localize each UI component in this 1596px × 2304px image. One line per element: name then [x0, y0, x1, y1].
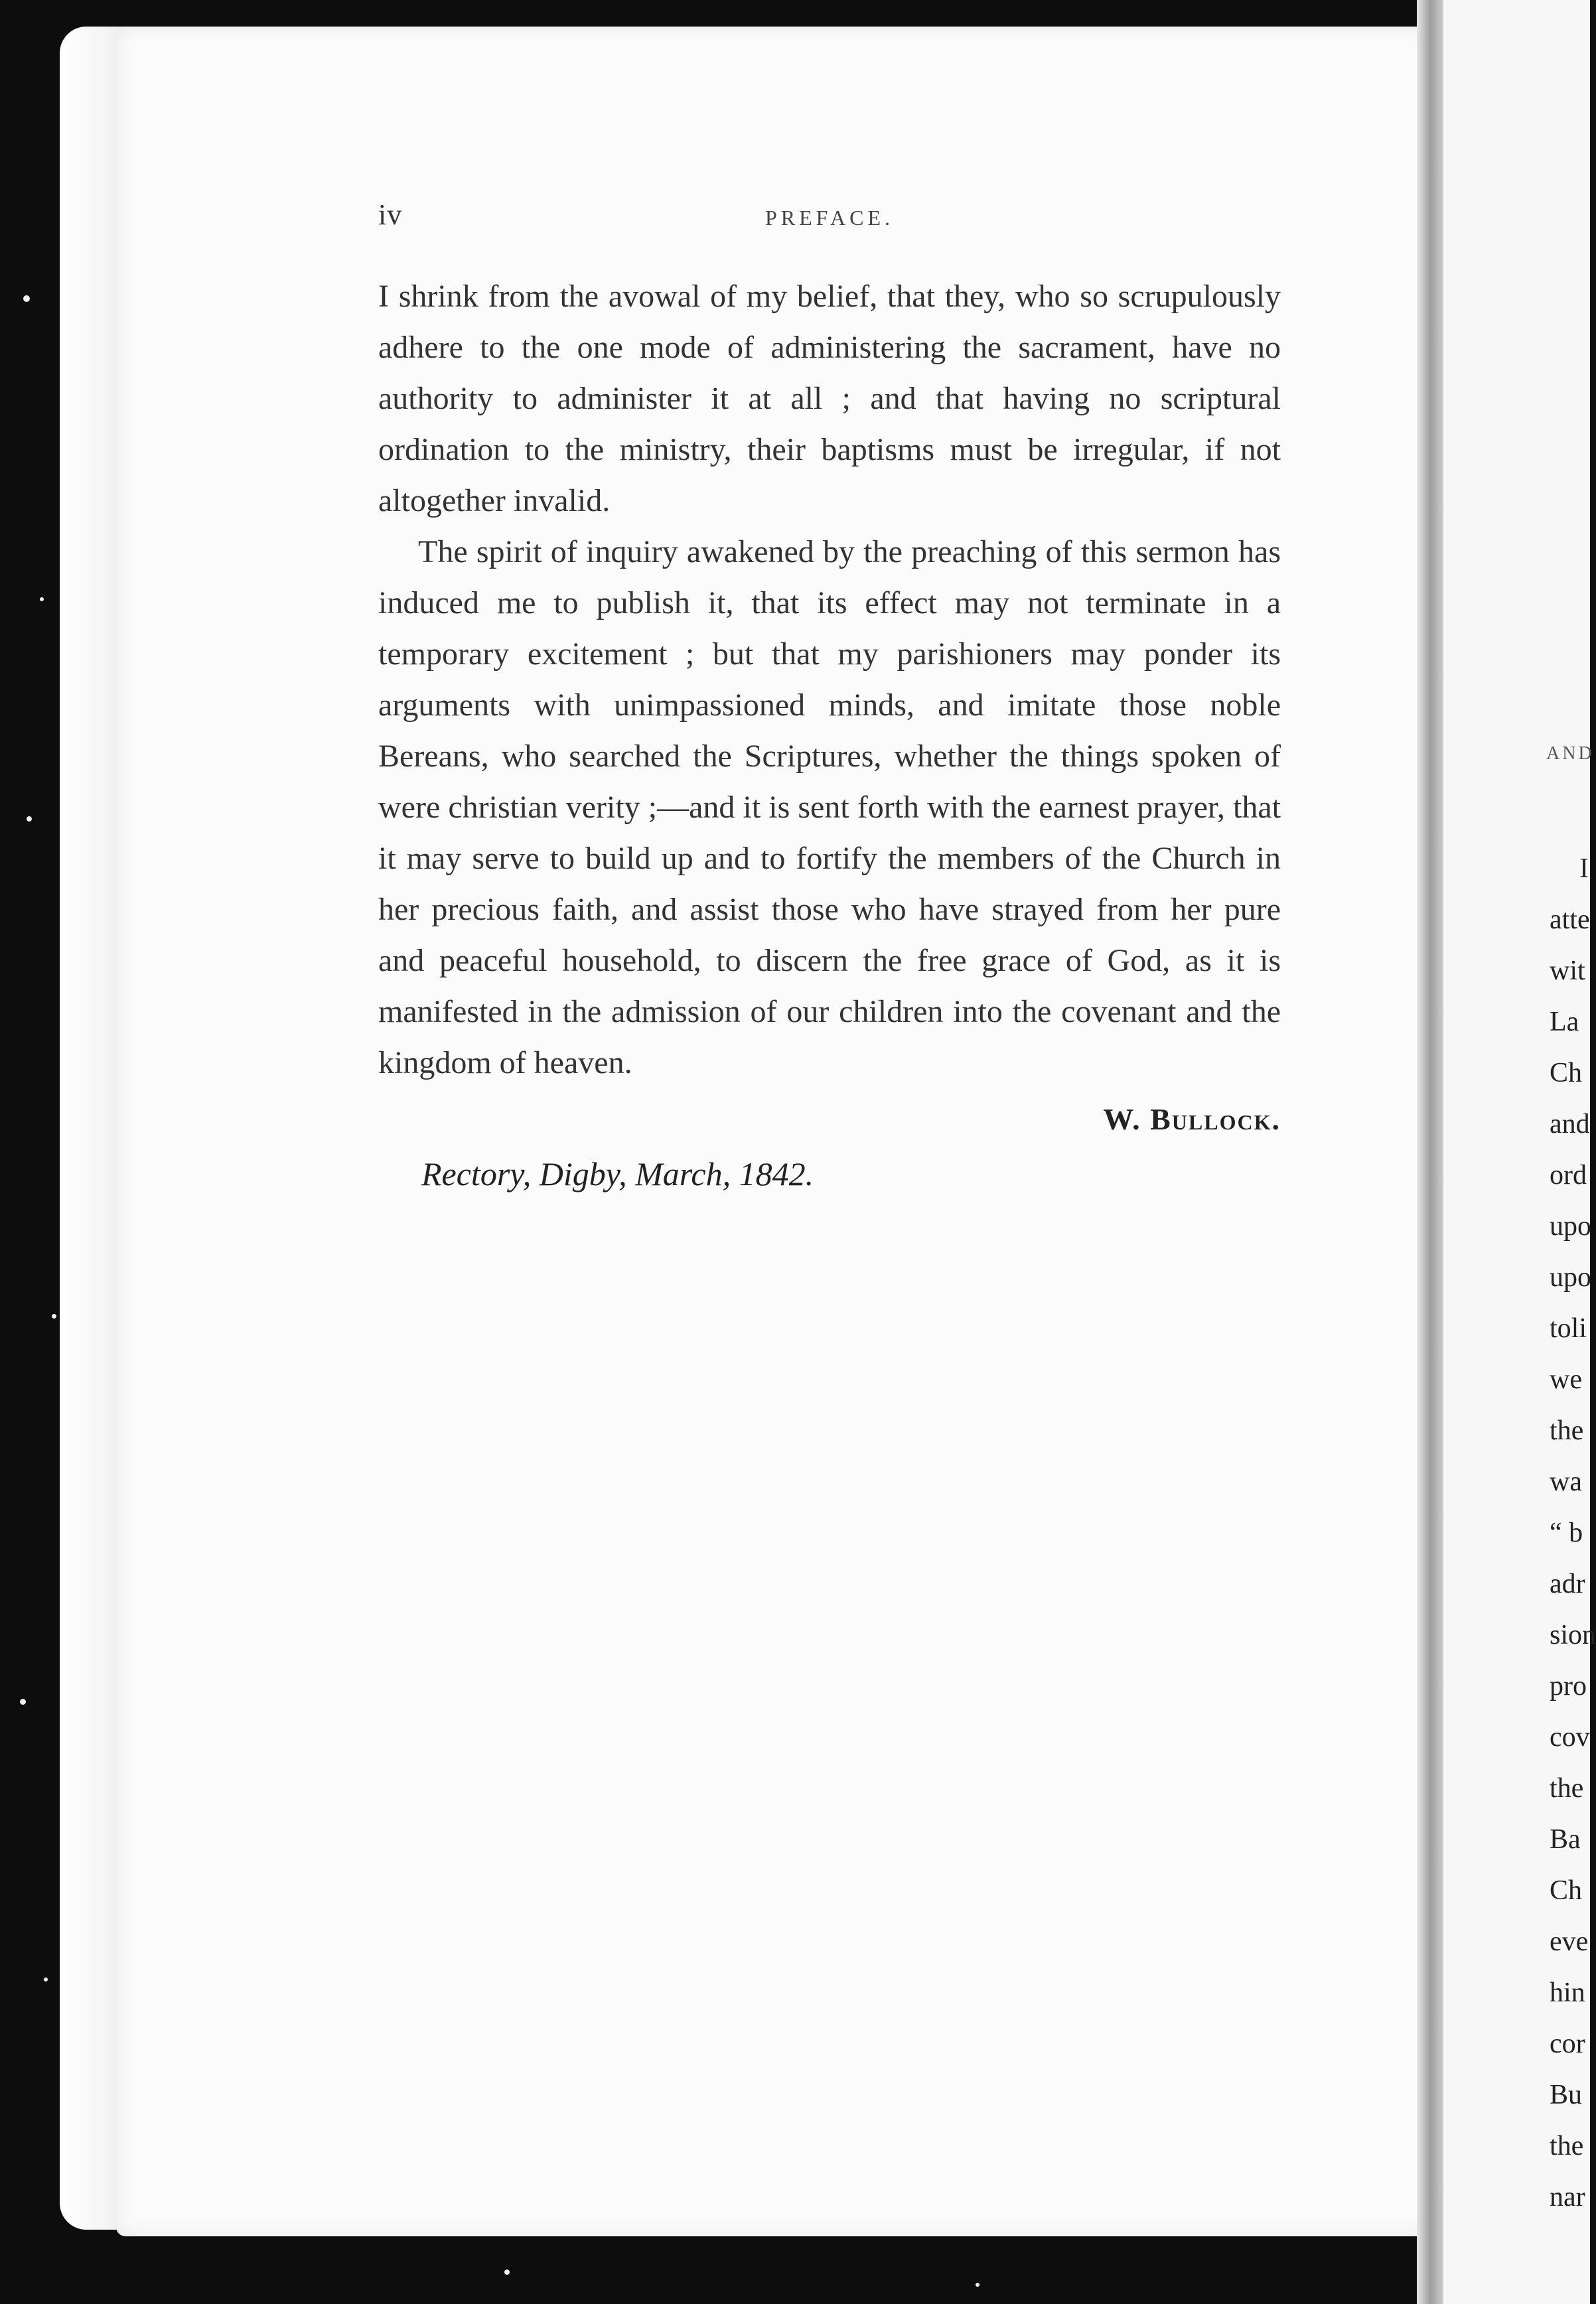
next-page-edge	[1443, 0, 1596, 2304]
next-page-line-fragment: Ch	[1550, 1058, 1583, 1088]
dateline: Rectory, Digby, March, 1842.	[421, 1155, 814, 1192]
next-page-line-fragment: nar	[1550, 2182, 1585, 2212]
next-page-line-fragment: wit	[1550, 956, 1585, 986]
paragraph: I shrink from the avowal of my belief, that they, who so scrupulously adhere to the one mode of administering the sacrament, have no authority to administer it at all ; and that having no scriptural ordination to the ministry, their baptisms must be irregular, if not altogether invalid.	[378, 279, 1281, 518]
next-page-line-fragment: cov	[1550, 1722, 1590, 1753]
next-page-line-fragment: I	[1579, 853, 1589, 884]
book-gutter	[1417, 0, 1447, 2304]
next-page-line-fragment: Ba	[1550, 1824, 1581, 1855]
scan-speck	[976, 2283, 979, 2287]
next-page-line-fragment: the	[1550, 2131, 1584, 2161]
scan-speck	[44, 1978, 48, 1981]
preface-text	[378, 271, 1281, 1088]
scan-speck	[23, 295, 30, 302]
scan-speck	[27, 816, 32, 822]
next-page-line-fragment: hin	[1550, 1978, 1585, 2008]
next-page-line-fragment: atte	[1550, 904, 1590, 935]
page-number: iv	[378, 198, 403, 231]
next-page-line-fragment: wa	[1550, 1467, 1582, 1497]
signature: W. Bullock.	[1103, 1102, 1281, 1136]
next-page-line-fragment: “ b	[1550, 1518, 1583, 1548]
next-page-line-fragment: ord	[1550, 1160, 1587, 1190]
next-page-line-fragment: eve	[1550, 1926, 1589, 1957]
paragraph: The spirit of inquiry awakened by the preaching of this sermon has induced me to publish it, that its effect may not terminate in a temporary excitement ; but that my parishioners may ponder its arguments with unimpassioned minds, and imitate those noble Bereans, who searched the Scriptures, whether the things spoken of were christian verity ;—and it is sent forth with the earnest prayer, that it may serve to build up and to fortify the members of the Church in her precious faith, and assist those who have strayed from her pure and peaceful household, to discern the free grace of God, as it is manifested in the admission of our children into the covenant and the kingdom of heaven.	[378, 534, 1281, 1080]
next-page-line-fragment: toli	[1550, 1313, 1587, 1344]
scan-speck	[504, 2269, 510, 2275]
scan-speck	[20, 1699, 26, 1705]
next-page-line-fragment: the	[1550, 1415, 1584, 1446]
next-page-heading-fragment: AND	[1546, 743, 1595, 764]
next-page-line-fragment: upo	[1550, 1211, 1591, 1242]
next-page-line-fragment: pro	[1550, 1671, 1587, 1701]
scan-speck	[40, 597, 44, 601]
running-head	[378, 198, 1281, 238]
running-title: PREFACE.	[764, 206, 895, 230]
next-page-line-fragment: cor	[1550, 2029, 1585, 2059]
next-page-line-fragment: and	[1550, 1109, 1590, 1139]
next-page-line-fragment: sion	[1550, 1620, 1596, 1650]
next-page-line-fragment: La	[1550, 1007, 1579, 1037]
next-page-line-fragment: we	[1550, 1364, 1582, 1395]
next-page-line-fragment: the	[1550, 1773, 1584, 1804]
scan-speck	[52, 1314, 56, 1319]
next-page-line-fragment: Bu	[1550, 2080, 1583, 2110]
next-page-line-fragment: upo	[1550, 1262, 1591, 1293]
next-page-line-fragment: adr	[1550, 1569, 1585, 1599]
next-page-line-fragment: Ch	[1550, 1875, 1583, 1906]
